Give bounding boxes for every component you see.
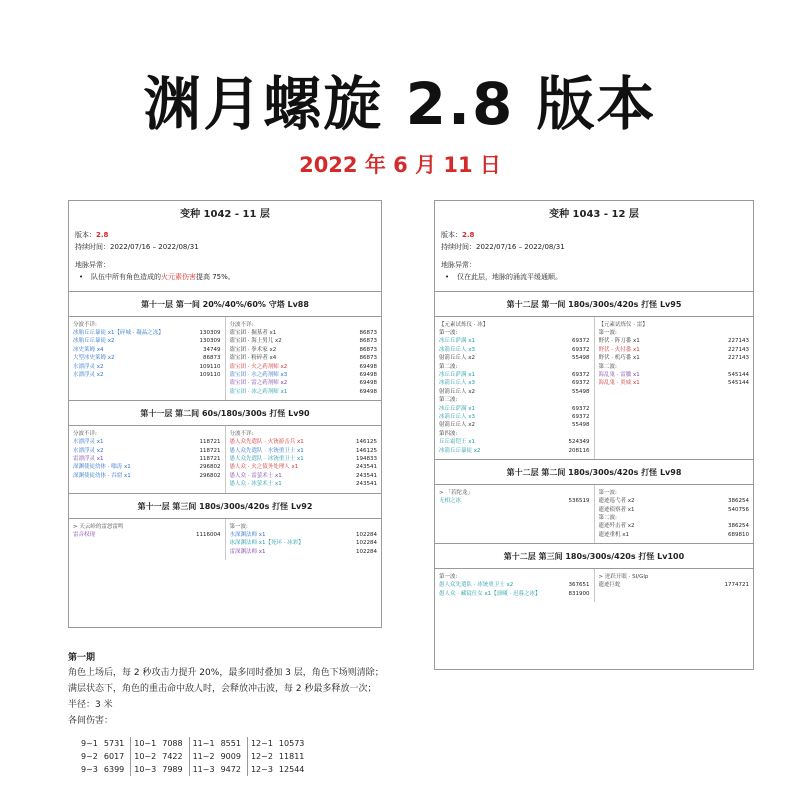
enemy-name: 水漂浮灵 x2 [73,372,104,379]
enemy-hp: 102284 [356,548,377,555]
enemy-name: 第三波: [439,397,458,404]
enemy-hp: 194833 [356,456,377,463]
enemy-name: 盗宝团 · 海上男儿 x2 [229,338,282,345]
damage-row [78,737,310,750]
damage-chamber: 10~1 [131,737,159,750]
enemy-row [73,354,221,362]
page-title: 渊月螺旋 2.8 版本 [143,70,657,138]
enemy-column [69,317,225,400]
damage-chamber: 9~3 [81,765,98,774]
enemy-name: 雷音权现 [73,531,96,538]
left-chambers [69,291,381,560]
damage-chamber: 11~1 [189,737,217,750]
enemy-name: 盗宝团 · 粉碎者 x4 [229,355,277,362]
enemy-name: 大型冰史莱姆 x2 [73,355,115,362]
enemy-hp: 55498 [572,388,590,395]
enemy-name: 射箭丘丘人 x2 [439,355,476,362]
wave-label: 分波不详: [73,322,97,328]
enemy-row [439,379,590,387]
enemy-row [230,438,378,446]
enemy-hp: 69372 [572,346,590,353]
right-chambers [435,291,753,602]
mechanic-line: 半径：3 米 [68,700,113,710]
chamber [435,543,753,602]
enemy-name: 遗迹巡弋者 x2 [598,498,635,505]
enemy-name: 盗宝团 · 冰之药剂师 x1 [229,388,288,395]
enemy-name: 冰箭丘丘人 x3 [439,346,476,353]
enemy-hp: 118721 [199,447,221,454]
enemy-hp: 689810 [728,531,749,538]
enemy-row [439,354,590,362]
enemy-hp: 524349 [568,439,590,446]
enemy-hp: 146125 [356,439,377,446]
enemy-name: 第一波: [598,330,617,336]
damage-value: 9472 [220,765,241,774]
enemy-name: 遗迹歼击者 x2 [598,523,635,530]
enemy-row [73,447,221,455]
enemy-name: 水深渊法师 x1 [229,531,266,538]
enemy-column [594,317,754,459]
enemy-row [439,371,590,379]
chamber-header: 第十二层 第二间 180s/300s/420s 打怪 Lv98 [435,459,753,485]
right-ley-header: 地脉异常： [441,261,476,269]
enemy-row [230,531,378,539]
chamber [69,400,381,492]
enemy-name: 射箭丘丘人 x2 [439,388,476,395]
enemy-row [439,581,590,589]
enemy-row [439,363,590,371]
enemy-name: 愚人众先遣队 · 水铳重卫士 x1 [229,447,304,454]
enemy-hp: 545144 [728,380,749,387]
enemy-name: 野伏 · 机巧番 x1 [598,355,640,362]
enemy-hp: 69372 [572,380,590,387]
enemy-name: 深渊使徒幼体 · 吞窟 x1 [73,472,131,479]
enemy-row [73,531,221,539]
mechanic-title: 第一期 [68,653,96,663]
damage-value: 7422 [162,752,183,761]
enemy-name: 冰史莱姆 x4 [73,346,104,353]
enemy-column [225,519,382,560]
enemy-hp: 86873 [359,338,377,345]
enemy-column [69,519,225,560]
enemy-hp: 296802 [199,472,221,479]
enemy-hp: 55498 [572,422,590,429]
wave-label: 【元素试炼仪 · 雷】 [598,322,648,328]
chamber-columns [435,485,753,543]
enemy-hp: 545144 [728,372,749,379]
enemy-hp: 69498 [359,388,377,395]
enemy-column [435,485,594,543]
enemy-name: 盗宝团 · 水之药剂师 x3 [229,372,288,379]
enemy-hp: 146125 [356,447,377,454]
mechanic-line: 角色上场后，每 2 秒攻击力提升 20%，最多同时叠加 3 层，角色下场则清除； [68,668,384,678]
mechanic-line: 各间伤害： [68,716,114,726]
enemy-row [73,329,221,337]
enemy-row [599,497,750,505]
chamber [69,291,381,400]
enemy-row [599,329,750,337]
enemy-name: 愚人众 · 火之债务处理人 x1 [229,464,299,471]
enemy-hp: 102284 [356,540,377,547]
right-duration: 持续时间：2022/07/16 – 2022/08/31 [441,243,565,251]
enemy-row [599,371,750,379]
enemy-column [594,569,754,602]
enemy-hp: 86873 [359,330,377,336]
ley-text-red: 火元素伤害 [161,273,196,281]
enemy-hp: 86873 [359,346,377,353]
enemy-hp: 118721 [199,439,221,446]
enemy-hp: 118721 [199,456,221,463]
enemy-name: 愚人众 · 藏镜仕女 x1【凛曦 · 迟暮之冰】 [439,590,541,597]
left-version-label: 版本： [75,231,96,239]
damage-value: 9009 [220,752,241,761]
bullet: • [79,273,84,281]
enemy-row [599,363,750,371]
enemy-name: 愚人众 · 冰萤术士 x1 [229,481,282,488]
enemy-row [599,522,750,530]
enemy-name: 冰丘丘萨满 x1 [439,405,476,412]
enemy-name: 水漂浮灵 x1 [73,439,104,446]
enemy-hp: 102284 [356,531,377,538]
enemy-name: 水漂浮灵 x2 [73,447,104,454]
enemy-hp: 367651 [568,582,590,589]
enemy-row [73,363,221,371]
enemy-name: 愚人众先遣队 · 火铳游击兵 x1 [229,439,304,446]
enemy-column [69,426,225,492]
wave-label: > 迸跃开眼 · SI/Glp [598,574,649,581]
enemy-name: 遗迹重机 x1 [598,531,630,538]
enemy-hp: 296802 [199,464,221,471]
chamber-columns [69,426,381,492]
right-version [435,229,753,241]
enemy-name: 愚人众先遣队 · 冰铳重卫士 x1 [229,456,304,463]
enemy-name: 海乱鬼 · 雷騰 x1 [598,372,640,379]
wave-label: 【元素试炼仪 · 冰】 [439,322,489,328]
left-ley-header: 地脉异常： [75,261,110,269]
mechanic-line: 满层状态下，角色的重击命中敌人时，会释放冲击波，每 2 秒最多释放一次； [68,684,377,694]
enemy-name: 遗迹巨蛇 [598,582,621,589]
enemy-name: 野伏 · 阵刀番 x1 [598,338,640,345]
left-version-value: 2.8 [96,231,109,239]
enemy-row [73,346,221,354]
right-version-value: 2.8 [462,231,475,239]
damage-chamber: 12~3 [247,763,275,776]
chamber-columns [69,519,381,560]
enemy-hp: 69498 [359,363,377,370]
enemy-row [73,337,221,345]
enemy-row [439,337,590,345]
enemy-hp: 109110 [199,363,221,370]
enemy-name: 射箭丘丘人 x2 [439,422,476,429]
enemy-row [439,405,590,413]
enemy-row [439,396,590,404]
damage-chamber: 11~3 [189,763,217,776]
enemy-hp: 69372 [572,405,590,412]
damage-chamber: 10~2 [131,750,159,763]
enemy-name: 水漂浮灵 x2 [73,363,104,370]
damage-row [78,750,310,763]
enemy-row [599,346,750,354]
enemy-name: 冰丘丘萨满 x1 [439,372,476,379]
enemy-name: 遗迹侦察者 x1 [598,506,635,513]
damage-value: 6399 [103,765,125,774]
enemy-hp: 86873 [359,355,377,362]
enemy-row [439,447,590,455]
damage-chamber: 12~2 [247,750,275,763]
enemy-name: 冰胎丘丘暴徒 x1【碎城 · 凝晶之冻】 [73,330,164,336]
chamber-columns [435,317,753,459]
enemy-name: 冰胎丘丘暴徒 x2 [73,338,115,345]
enemy-column [225,317,382,400]
enemy-hp: 69372 [572,372,590,379]
enemy-row [230,379,378,387]
enemy-row [599,514,750,522]
enemy-hp: 208116 [568,447,590,454]
enemy-hp: 243541 [356,481,377,488]
chamber [435,291,753,459]
enemy-row [599,581,750,589]
enemy-hp: 227143 [728,338,749,345]
damage-value: 8551 [220,739,241,748]
enemy-hp: 227143 [728,346,749,353]
enemy-hp: 227143 [728,355,749,362]
enemy-hp: 34749 [203,346,221,353]
mechanic-section [68,651,384,729]
enemy-row [230,371,378,379]
enemy-hp: 130309 [199,330,221,336]
right-version-label: 版本： [441,231,462,239]
enemy-name: 雷漂浮灵 x1 [73,456,104,463]
enemy-column [225,426,382,492]
right-floor-panel [434,200,754,670]
damage-value: 5731 [103,739,125,748]
enemy-column [435,317,594,459]
enemy-row [230,346,378,354]
enemy-row [73,472,221,480]
enemy-name: 冰箭丘丘人 x3 [439,380,476,387]
right-ley-text [435,271,753,283]
enemy-name: 盗宝团 · 拳术家 x2 [229,346,277,353]
enemy-row [230,363,378,371]
enemy-name: 第二波: [598,514,617,521]
enemy-hp: 386254 [728,498,749,505]
enemy-row [439,430,590,438]
enemy-hp: 69498 [359,372,377,379]
enemy-row [439,590,590,598]
enemy-name: 冰深渊法师 x1【死环 · 冰彩】 [229,540,304,547]
wave-label: 分波不详: [73,431,97,438]
enemy-name: 第一波: [439,330,458,336]
enemy-row [73,455,221,463]
enemy-hp: 831900 [568,590,590,597]
chamber [69,493,381,560]
wave-label: 第一波: [229,523,248,530]
enemy-name: 第二波: [439,363,458,370]
damage-table [78,737,310,776]
enemy-name: 海乱鬼 · 炎威 x1 [598,380,640,387]
enemy-row [230,463,378,471]
enemy-name: 野伏 · 火付番 x1 [598,346,640,353]
page-date: 2022 年 6 月 11 日 [299,153,501,177]
enemy-row [230,548,378,556]
wave-label: 分波不详: [229,431,254,438]
damage-chamber: 12~1 [247,737,275,750]
enemy-row [439,438,590,446]
enemy-row [599,337,750,345]
wave-label: > 「若陀龙」 [439,490,473,497]
enemy-hp: 69372 [572,414,590,421]
left-version [69,229,381,241]
damage-chamber: 10~3 [131,763,159,776]
ley-text: 仅在此层，地脉的涌流平缓通顺。 [457,273,562,281]
enemy-row [439,413,590,421]
chamber [435,459,753,543]
enemy-hp: 130309 [199,338,221,345]
enemy-column [435,569,594,602]
damage-row [78,763,310,776]
damage-value: 12544 [278,765,305,774]
damage-value: 7989 [162,765,183,774]
enemy-hp: 536519 [568,498,590,505]
damage-chamber: 9~1 [81,739,98,748]
ley-text-b: 提高 75%。 [196,273,235,281]
enemy-name: 愚人众 · 雷萤术士 x1 [229,472,282,479]
enemy-row [230,388,378,396]
chamber-columns [69,317,381,400]
enemy-name: 盗宝团 · 雷之药剂师 x2 [229,380,288,387]
enemy-name: 冰箭丘丘暴徒 x2 [439,447,481,454]
enemy-row [439,329,590,337]
left-duration: 持续时间：2022/07/16 – 2022/08/31 [75,243,199,251]
right-panel-title: 变种 1043 - 12 层 [549,209,639,220]
enemy-row [599,379,750,387]
enemy-hp: 243541 [356,464,377,471]
enemy-row [230,539,378,547]
damage-value: 7088 [162,739,183,748]
enemy-row [230,354,378,362]
enemy-hp: 109110 [199,372,221,379]
enemy-row [73,463,221,471]
enemy-row [599,354,750,362]
enemy-row [439,388,590,396]
enemy-row [230,447,378,455]
left-ley-text [69,271,381,283]
wave-label: > 天云峠的雷怒雷鸣 [73,523,124,530]
ley-text-a: 队伍中所有角色造成的 [91,273,161,281]
enemy-row [230,455,378,463]
enemy-name: 第四波: [439,430,458,437]
chamber-header: 第十一层 第一间 20%/40%/60% 守塔 Lv88 [69,291,381,317]
left-panel-title: 变种 1042 - 11 层 [180,209,270,220]
chamber-columns [435,569,753,602]
chamber-header: 第十一层 第二间 60s/180s/300s 打怪 Lv90 [69,400,381,426]
enemy-row [230,337,378,345]
enemy-row [230,480,378,488]
enemy-hp: 1774721 [724,582,749,589]
damage-value: 10573 [278,739,305,748]
damage-value: 11811 [278,752,305,761]
left-floor-panel [68,200,382,628]
enemy-name: 无相之冰 [439,498,462,505]
enemy-row [439,497,590,505]
enemy-name: 第二波: [598,363,617,370]
enemy-hp: 86873 [203,355,221,362]
damage-value: 6017 [103,752,125,761]
enemy-name: 冰丘丘萨满 x1 [439,338,476,345]
enemy-hp: 55498 [572,355,590,362]
wave-label: 第一波: [598,490,617,497]
chamber-header: 第十二层 第一间 180s/300s/420s 打怪 Lv95 [435,291,753,317]
enemy-row [599,531,750,539]
enemy-hp: 69372 [572,338,590,345]
enemy-name: 雷深渊法师 x1 [229,548,266,555]
chamber-header: 第十二层 第三间 180s/300s/420s 打怪 Lv100 [435,543,753,569]
enemy-row [73,438,221,446]
enemy-name: 丘丘霜铠王 x1 [439,439,476,446]
damage-chamber: 9~2 [81,752,98,761]
enemy-row [599,506,750,514]
chamber-header: 第十一层 第三间 180s/300s/420s 打怪 Lv92 [69,493,381,519]
enemy-name: 冰箭丘丘人 x3 [439,414,476,421]
wave-label: 第一波: [439,574,458,581]
enemy-name: 愚人众先遣队 · 冰铳重卫士 x2 [439,582,514,589]
enemy-name: 盗宝团 · 掘墓者 x1 [229,330,277,336]
enemy-row [230,329,378,337]
bullet: • [445,273,450,281]
enemy-row [73,371,221,379]
enemy-hp: 69498 [359,380,377,387]
damage-chamber: 11~2 [189,750,217,763]
enemy-column [594,485,754,543]
enemy-hp: 540756 [728,506,749,513]
enemy-name: 盗宝团 · 火之药剂师 x2 [229,363,288,370]
enemy-hp: 1116004 [196,531,221,538]
enemy-row [439,346,590,354]
enemy-row [439,421,590,429]
enemy-hp: 243541 [356,472,377,479]
wave-label: 分波不详: [229,322,254,328]
enemy-name: 深渊使徒幼体 · 嗡涛 x1 [73,464,131,471]
enemy-hp: 386254 [728,523,749,530]
enemy-row [230,472,378,480]
